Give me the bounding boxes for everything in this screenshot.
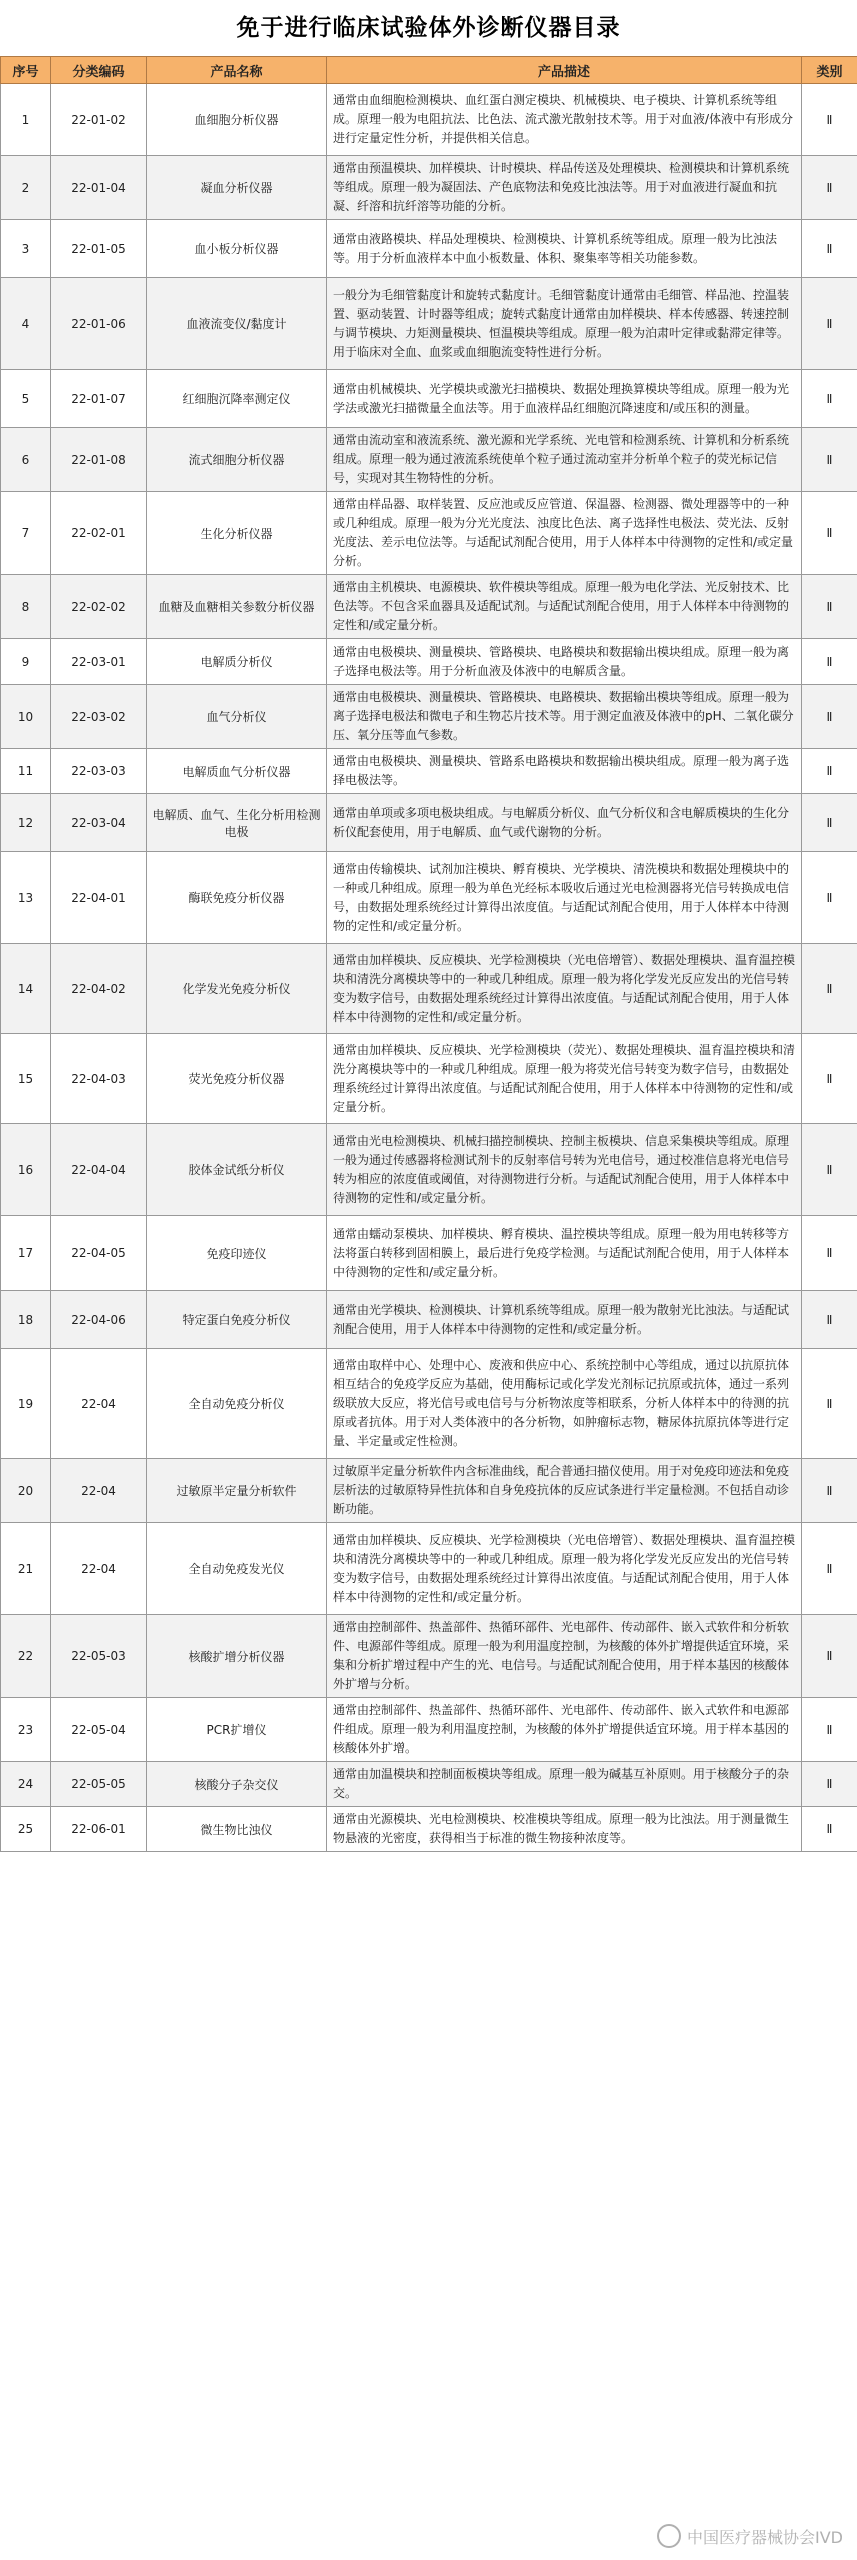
table-row [1,794,857,852]
table-row [1,1762,857,1807]
cell-class: Ⅱ [802,1124,857,1216]
cell-class: Ⅱ [802,575,857,639]
cell-name: 血气分析仪 [147,685,327,749]
cell-no: 4 [1,278,51,370]
table-row [1,1349,857,1459]
cell-desc: 一般分为毛细管黏度计和旋转式黏度计。毛细管黏度计通常由毛细管、样品池、控温装置、驱动装置、计时器等组成；旋转式黏度计通常由加样模块、样本传感器、转速控制与调节模块、力矩测量模块、恒温模块等组成。原理一般为泊肃叶定律或黏滞定律等。用于临床对全血、血浆或血细胞流变特性进行分析。 [327,278,802,370]
table-row [1,852,857,944]
cell-code: 22-02-01 [51,492,147,575]
cell-desc: 通常由流动室和液流系统、激光源和光学系统、光电管和检测系统、计算机和分析系统组成。原理一般为通过液流系统使单个粒子通过流动室并分析单个粒子的荧光标记信号，实现对其生物特性的分析。 [327,428,802,492]
cell-name: 荧光免疫分析仪器 [147,1034,327,1124]
cell-code: 22-04 [51,1459,147,1523]
table-row [1,1216,857,1291]
cell-name: 血液流变仪/黏度计 [147,278,327,370]
cell-desc: 通常由液路模块、样品处理模块、检测模块、计算机系统等组成。原理一般为比浊法等。用于分析血液样本中血小板数量、体积、聚集率等相关功能参数。 [327,220,802,278]
cell-code: 22-04-06 [51,1291,147,1349]
cell-class: Ⅱ [802,492,857,575]
cell-no: 23 [1,1698,51,1762]
cell-class: Ⅱ [802,1459,857,1523]
table-row [1,156,857,220]
cell-desc: 通常由机械模块、光学模块或激光扫描模块、数据处理换算模块等组成。原理一般为光学法或激光扫描微量全血法等。用于血液样品红细胞沉降速度和/或压积的测量。 [327,370,802,428]
cell-code: 22-01-06 [51,278,147,370]
table-row [1,428,857,492]
table-body [1,84,857,1852]
device-table [0,56,857,1852]
cell-name: 酶联免疫分析仪器 [147,852,327,944]
cell-code: 22-04-05 [51,1216,147,1291]
header-class: 类别 [802,57,857,84]
cell-desc: 通常由光电检测模块、机械扫描控制模块、控制主板模块、信息采集模块等组成。原理一般为通过传感器将检测试剂卡的反射率信号转为光电信号，通过校准信息将光电信号转为相应的浓度值或阈值，对待测物进行分析。与适配试剂配合使用，用于人体样本中待测物的定性和/或定量分析。 [327,1124,802,1216]
cell-no: 8 [1,575,51,639]
cell-class: Ⅱ [802,639,857,685]
cell-code: 22-05-05 [51,1762,147,1807]
cell-name: 血细胞分析仪器 [147,84,327,156]
table-row [1,1523,857,1615]
cell-class: Ⅱ [802,1615,857,1698]
cell-desc: 通常由控制部件、热盖部件、热循环部件、光电部件、传动部件、嵌入式软件和电源部件组成。原理一般为利用温度控制，为核酸的体外扩增提供适宜环境。用于样本基因的核酸体外扩增。 [327,1698,802,1762]
table-row [1,492,857,575]
cell-code: 22-04-04 [51,1124,147,1216]
cell-code: 22-06-01 [51,1807,147,1852]
cell-no: 15 [1,1034,51,1124]
cell-name: 全自动免疫发光仪 [147,1523,327,1615]
cell-desc: 通常由取样中心、处理中心、废液和供应中心、系统控制中心等组成，通过以抗原抗体相互结合的免疫学反应为基础，使用酶标记或化学发光剂标记抗原或抗体，通过一系列级联放大反应，将光信号或电信号与分析物浓度等相联系，分析人体样本中的待测的抗原或者抗体。用于对人类体液中的各分析物，如肿瘤标志物，糖尿体抗原抗体等进行定量、半定量或定性检测。 [327,1349,802,1459]
cell-name: 化学发光免疫分析仪 [147,944,327,1034]
table-row [1,370,857,428]
cell-no: 21 [1,1523,51,1615]
cell-class: Ⅱ [802,428,857,492]
cell-no: 19 [1,1349,51,1459]
cell-desc: 通常由单项或多项电极块组成。与电解质分析仪、血气分析仪和含电解质模块的生化分析仪配套使用，用于电解质、血气或代谢物的分析。 [327,794,802,852]
table-row [1,1459,857,1523]
table-header-row [1,57,857,84]
cell-desc: 通常由传输模块、试剂加注模块、孵育模块、光学模块、清洗模块和数据处理模块中的一种或几种组成。原理一般为单色光经标本吸收后通过光电检测器将光信号转换成电信号，由数据处理系统经过计算得出浓度值。与适配试剂配合使用，用于人体样本中待测物的定性和/或定量分析。 [327,852,802,944]
cell-class: Ⅱ [802,1698,857,1762]
cell-no: 6 [1,428,51,492]
cell-desc: 通常由电极模块、测量模块、管路模块、电路模块、数据输出模块等组成。原理一般为离子选择电极法和微电子和生物芯片技术等。用于测定血液及体液中的pH、二氧化碳分压、氧分压等血气参数。 [327,685,802,749]
cell-name: 电解质、血气、生化分析用检测电极 [147,794,327,852]
cell-name: 特定蛋白免疫分析仪 [147,1291,327,1349]
cell-code: 22-01-05 [51,220,147,278]
cell-no: 14 [1,944,51,1034]
cell-desc: 通常由蠕动泵模块、加样模块、孵育模块、温控模块等组成。原理一般为用电转移等方法将蛋白转移到固相膜上，最后进行免疫学检测。与适配试剂配合使用，用于人体样本中待测物的定性和/或定量分析。 [327,1216,802,1291]
cell-class: Ⅱ [802,1034,857,1124]
cell-class: Ⅱ [802,220,857,278]
cell-name: 电解质分析仪 [147,639,327,685]
cell-code: 22-04-02 [51,944,147,1034]
cell-no: 24 [1,1762,51,1807]
cell-name: 过敏原半定量分析软件 [147,1459,327,1523]
cell-class: Ⅱ [802,156,857,220]
cell-no: 22 [1,1615,51,1698]
table-row [1,575,857,639]
cell-no: 5 [1,370,51,428]
cell-code: 22-04-01 [51,852,147,944]
table-row [1,639,857,685]
cell-name: 胶体金试纸分析仪 [147,1124,327,1216]
cell-class: Ⅱ [802,1349,857,1459]
cell-no: 20 [1,1459,51,1523]
cell-desc: 通常由控制部件、热盖部件、热循环部件、光电部件、传动部件、嵌入式软件和分析软件、电源部件等组成。原理一般为利用温度控制，为核酸的体外扩增提供适宜环境，采集和分析扩增过程中产生的光、电信号。与适配试剂配合使用，用于样本基因的核酸体外扩增与分析。 [327,1615,802,1698]
cell-class: Ⅱ [802,685,857,749]
watermark-text: 中国医疗器械协会IVD [687,2527,843,2547]
cell-class: Ⅱ [802,1807,857,1852]
cell-no: 18 [1,1291,51,1349]
cell-no: 10 [1,685,51,749]
cell-no: 3 [1,220,51,278]
cell-name: 免疫印迹仪 [147,1216,327,1291]
cell-desc: 通常由光学模块、检测模块、计算机系统等组成。原理一般为散射光比浊法。与适配试剂配合使用，用于人体样本中待测物的定性和/或定量分析。 [327,1291,802,1349]
cell-desc: 通常由加样模块、反应模块、光学检测模块（光电倍增管）、数据处理模块、温育温控模块和清洗分离模块等中的一种或几种组成。原理一般为将化学发光反应发出的光信号转变为数字信号，由数据处理系统经过计算得出浓度值。与适配试剂配合使用，用于人体样本中待测物的定性和/或定量分析。 [327,944,802,1034]
cell-name: 电解质血气分析仪器 [147,749,327,794]
cell-name: 全自动免疫分析仪 [147,1349,327,1459]
cell-name: 血小板分析仪器 [147,220,327,278]
page-title: 免于进行临床试验体外诊断仪器目录 [0,0,857,56]
cell-name: 核酸扩增分析仪器 [147,1615,327,1698]
table-row [1,944,857,1034]
cell-desc: 通常由加样模块、反应模块、光学检测模块（荧光）、数据处理模块、温育温控模块和清洗分离模块等中的一种或几种组成。原理一般为将荧光信号转变为数字信号，由数据处理系统经过计算得出浓度值。与适配试剂配合使用，用于人体样本中待测物的定性和/或定量分析。 [327,1034,802,1124]
cell-no: 13 [1,852,51,944]
table-row [1,685,857,749]
cell-name: 核酸分子杂交仪 [147,1762,327,1807]
table-row [1,1615,857,1698]
cell-desc: 过敏原半定量分析软件内含标准曲线，配合普通扫描仪使用。用于对免疫印迹法和免疫层析法的过敏原特异性抗体和自身免疫抗体的反应试条进行半定量检测。不包括自动诊断功能。 [327,1459,802,1523]
cell-name: 血糖及血糖相关参数分析仪器 [147,575,327,639]
table-row [1,1291,857,1349]
cell-name: 凝血分析仪器 [147,156,327,220]
cell-no: 9 [1,639,51,685]
cell-code: 22-05-04 [51,1698,147,1762]
cell-no: 1 [1,84,51,156]
cell-name: 微生物比浊仪 [147,1807,327,1852]
table-row [1,84,857,156]
cell-no: 11 [1,749,51,794]
cell-desc: 通常由电极模块、测量模块、管路模块、电路模块和数据输出模块组成。原理一般为离子选择电极法等。用于分析血液及体液中的电解质含量。 [327,639,802,685]
cell-class: Ⅱ [802,749,857,794]
cell-no: 16 [1,1124,51,1216]
header-desc: 产品描述 [327,57,802,84]
cell-desc: 通常由电极模块、测量模块、管路系电路模块和数据输出模块组成。原理一般为离子选择电极法等。 [327,749,802,794]
cell-code: 22-05-03 [51,1615,147,1698]
table-row [1,1034,857,1124]
table-row [1,1807,857,1852]
header-code: 分类编码 [51,57,147,84]
cell-class: Ⅱ [802,1523,857,1615]
cell-desc: 通常由血细胞检测模块、血红蛋白测定模块、机械模块、电子模块、计算机系统等组成。原理一般为电阻抗法、比色法、流式激光散射技术等。用于对血液/体液中有形成分进行定量定性分析，并提供相关信息。 [327,84,802,156]
cell-code: 22-03-03 [51,749,147,794]
cell-class: Ⅱ [802,84,857,156]
cell-desc: 通常由主机模块、电源模块、软件模块等组成。原理一般为电化学法、光反射技术、比色法等。不包含采血器具及适配试剂。与适配试剂配合使用，用于人体样本中待测物的定性和/或定量分析。 [327,575,802,639]
cell-code: 22-01-07 [51,370,147,428]
table-row [1,1698,857,1762]
cell-desc: 通常由光源模块、光电检测模块、校准模块等组成。原理一般为比浊法。用于测量微生物悬液的光密度，获得相当于标准的微生物接种浓度等。 [327,1807,802,1852]
cell-name: 红细胞沉降率测定仪 [147,370,327,428]
header-no: 序号 [1,57,51,84]
cell-class: Ⅱ [802,1762,857,1807]
watermark [657,2524,843,2548]
cell-code: 22-03-02 [51,685,147,749]
cell-code: 22-04 [51,1349,147,1459]
cell-no: 7 [1,492,51,575]
cell-code: 22-04 [51,1523,147,1615]
cell-desc: 通常由样品器、取样装置、反应池或反应管道、保温器、检测器、微处理器等中的一种或几种组成。原理一般为分光光度法、浊度比色法、离子选择性电极法、荧光法、反射光度法、差示电位法等。与适配试剂配合使用，用于人体样本中待测物的定性和/或定量分析。 [327,492,802,575]
cell-code: 22-01-08 [51,428,147,492]
cell-desc: 通常由加样模块、反应模块、光学检测模块（光电倍增管）、数据处理模块、温育温控模块和清洗分离模块等中的一种或几种组成。原理一般为将化学发光反应发出的光信号转变为数字信号，由数据处理系统经过计算得出浓度值。与适配试剂配合使用，用于人体样本中待测物的定性和/或定量分析。 [327,1523,802,1615]
cell-code: 22-02-02 [51,575,147,639]
cell-no: 2 [1,156,51,220]
cell-code: 22-01-02 [51,84,147,156]
cell-class: Ⅱ [802,370,857,428]
cell-class: Ⅱ [802,278,857,370]
cell-class: Ⅱ [802,1291,857,1349]
cell-code: 22-04-03 [51,1034,147,1124]
cell-no: 25 [1,1807,51,1852]
cell-no: 17 [1,1216,51,1291]
header-name: 产品名称 [147,57,327,84]
table-row [1,220,857,278]
cell-class: Ⅱ [802,944,857,1034]
cell-name: 生化分析仪器 [147,492,327,575]
cell-class: Ⅱ [802,794,857,852]
cell-code: 22-01-04 [51,156,147,220]
cell-class: Ⅱ [802,852,857,944]
cell-name: 流式细胞分析仪器 [147,428,327,492]
cell-desc: 通常由加温模块和控制面板模块等组成。原理一般为碱基互补原则。用于核酸分子的杂交。 [327,1762,802,1807]
cell-no: 12 [1,794,51,852]
cell-name: PCR扩增仪 [147,1698,327,1762]
table-row [1,1124,857,1216]
cell-class: Ⅱ [802,1216,857,1291]
table-row [1,278,857,370]
table-row [1,749,857,794]
cell-code: 22-03-01 [51,639,147,685]
wechat-logo-icon [657,2524,681,2548]
cell-desc: 通常由预温模块、加样模块、计时模块、样品传送及处理模块、检测模块和计算机系统等组成。原理一般为凝固法、产色底物法和免疫比浊法等。用于对血液进行凝血和抗凝、纤溶和抗纤溶等功能的分析。 [327,156,802,220]
cell-code: 22-03-04 [51,794,147,852]
